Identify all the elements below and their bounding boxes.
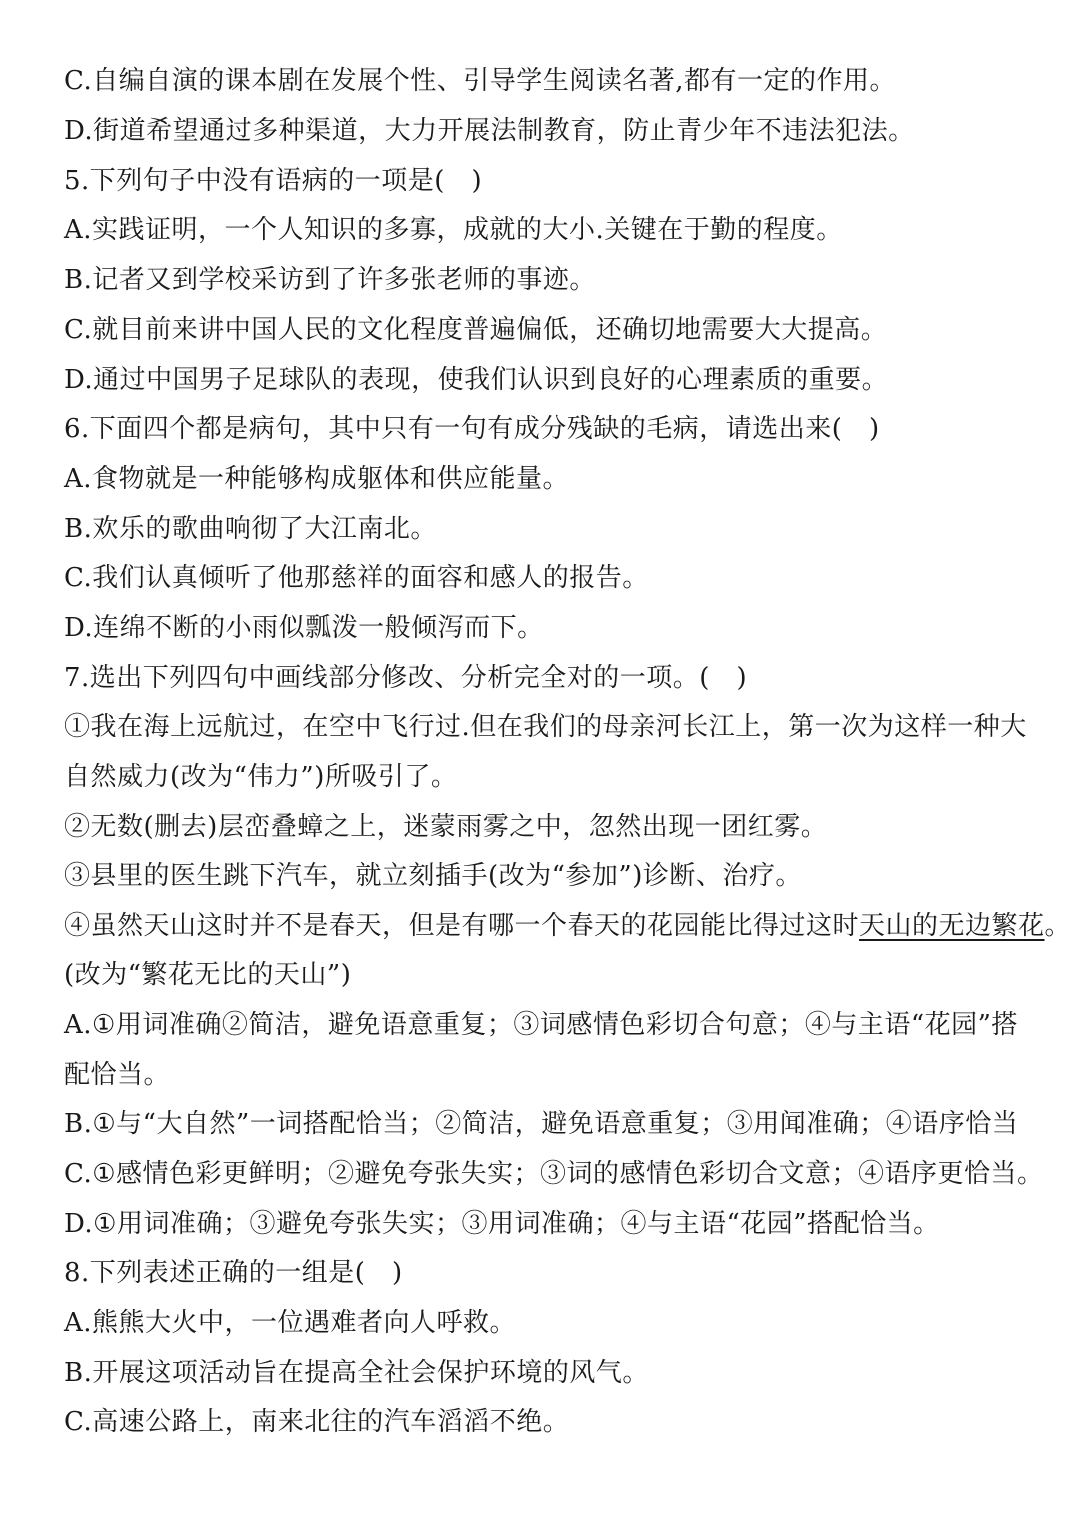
option-line: D.①用词准确；③避免夸张失实；③用词准确；④与主语“花园”搭配恰当。 — [64, 1209, 940, 1239]
option-line: A.食物就是一种能够构成躯体和供应能量。 — [64, 464, 570, 494]
text-line: ②无数(删去)层峦叠蟑之上，迷蒙雨雾之中，忽然出现一团红雾。 — [64, 812, 828, 842]
underlined-phrase: 天山的无边繁花 — [859, 911, 1045, 941]
option-line: 配恰当。 — [64, 1060, 171, 1090]
text-line: (改为“繁花无比的天山”) — [64, 960, 352, 990]
option-line: B.①与“大自然”一词搭配恰当；②简洁，避免语意重复；③用闻准确；④语序恰当 — [64, 1109, 1019, 1139]
text-line: D.街道希望通过多种渠道，大力开展法制教育，防止青少年不违法犯法。 — [64, 116, 915, 146]
text-segment: 。 — [1044, 911, 1072, 941]
option-line: B.欢乐的歌曲响彻了大江南北。 — [64, 514, 437, 544]
option-line: C.①感情色彩更鲜明；②避免夸张失实；③词的感情色彩切合文意；④语序更恰当。 — [64, 1159, 1044, 1189]
option-line: C.就目前来讲中国人民的文化程度普遍偏低，还确切地需要大大提高。 — [64, 315, 888, 345]
text-line: 自然威力(改为“伟力”)所吸引了。 — [64, 762, 458, 792]
option-line: A.实践证明，一个人知识的多寡，成就的大小.关键在于勤的程度。 — [64, 215, 843, 245]
option-line: C.我们认真倾听了他那慈祥的面容和感人的报告。 — [64, 563, 649, 593]
text-line: C.自编自演的课本剧在发展个性、引导学生阅读名著,都有一定的作用。 — [64, 66, 896, 96]
option-line: B.记者又到学校采访到了许多张老师的事迹。 — [64, 265, 596, 295]
text-segment: ④虽然天山这时并不是春天，但是有哪一个春天的花园能比得过这时 — [64, 911, 860, 941]
option-line: D.通过中国男子足球队的表现，使我们认识到良好的心理素质的重要。 — [64, 365, 889, 395]
option-line: A.①用词准确②简洁，避免语意重复；③词感情色彩切合句意；④与主语“花园”搭 — [64, 1010, 1018, 1040]
text-line: ③县里的医生跳下汽车，就立刻插手(改为“参加”)诊断、治疗。 — [64, 861, 802, 891]
question-8-title: 8.下列表述正确的一组是( ) — [64, 1258, 403, 1288]
text-line-with-underline — [64, 909, 1072, 943]
option-line: D.连绵不断的小雨似瓢泼一般倾泻而下。 — [64, 613, 544, 643]
question-7-title: 7.选出下列四句中画线部分修改、分析完全对的一项。( ) — [64, 663, 748, 693]
question-5-title: 5.下列句子中没有语病的一项是( ) — [64, 166, 483, 196]
text-line: ①我在海上远航过，在空中飞行过.但在我们的母亲河长江上，第一次为这样一种大 — [64, 712, 1027, 742]
option-line: A.熊熊大火中，一位遇难者向人呼救。 — [64, 1308, 517, 1338]
question-6-title: 6.下面四个都是病句，其中只有一句有成分残缺的毛病，请选出来( ) — [64, 414, 880, 444]
option-line: C.高速公路上，南来北往的汽车滔滔不绝。 — [64, 1407, 570, 1437]
option-line: B.开展这项活动旨在提高全社会保护环境的风气。 — [64, 1358, 649, 1388]
